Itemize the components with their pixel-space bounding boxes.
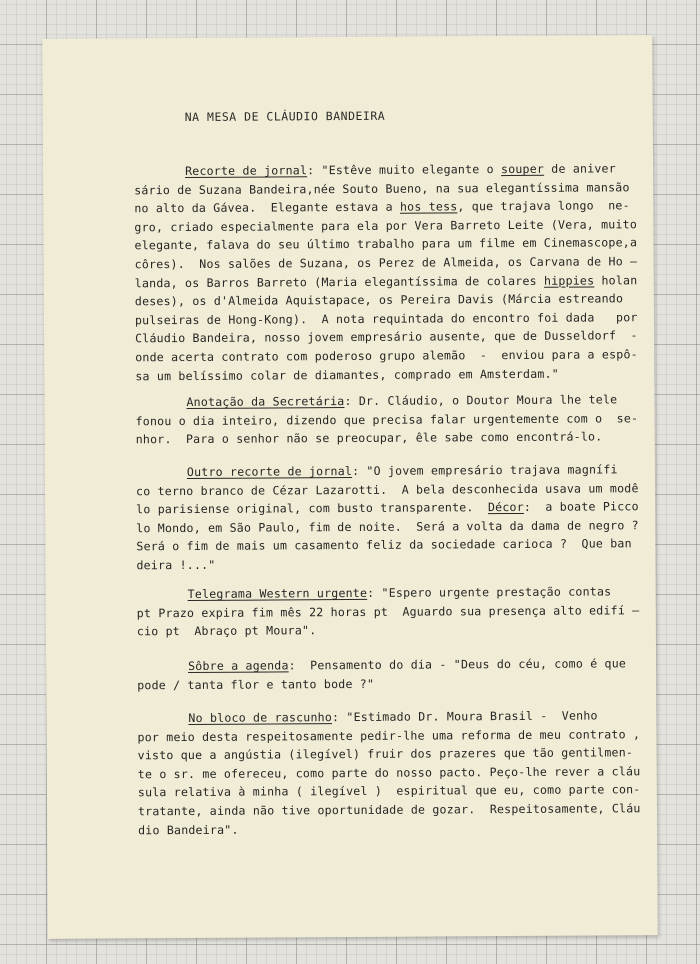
text-line [136,557,215,573]
text-line [134,235,637,254]
text-line [134,197,630,216]
text-line [138,763,641,782]
underlined-heading: souper [500,161,545,177]
text-run: no alto da Gávea. Elegante estava a [134,199,401,216]
text-run: deira !..." [136,557,216,573]
text-run: lo Mondo, em São Paulo, fim de noite. Será a volta da dama de negro ? [136,518,639,536]
text-line [135,328,638,347]
text-run: landa, os Barros Barreto (Maria elegantíssima de colares [134,273,545,290]
underlined-heading: Outro recorte de jornal [186,463,353,479]
text-run: côres). Nos salões de Suzana, os Perez de Almeida, os Carvana de Ho — [134,254,638,272]
text-line [135,346,638,365]
typed-document-sheet [42,35,657,939]
underlined-heading: Recorte de jornal [185,163,308,179]
text-line [136,410,639,429]
text-line [138,744,634,763]
text-line [136,517,639,536]
text-run: : a boate Picco [523,499,639,515]
text-run: pt Prazo expira fim mês 22 horas pt Aguardo sua presença alto edifí — [136,602,640,620]
text-line [137,622,317,639]
text-line [137,675,374,692]
text-line [187,461,618,480]
underlined-heading: hippies [543,273,595,288]
underlined-heading: hos tess [399,199,458,214]
text-run: sário de Suzana Bandeira,née Souto Bueno, na sua elegantíssima mansão [134,179,630,197]
text-line [188,655,626,674]
text-line [138,821,239,838]
text-line [186,391,617,410]
text-run: dio Bandeira". [138,822,239,837]
text-run: gro, criado especialmente para ela por Vera Barreto Leite (Vera, muito [134,217,638,235]
text-run: nhor. Para o senhor não se preocupar, êle sabe como encontrá-lo. [135,429,603,447]
text-run: : "Estêve muito elegante o [307,162,502,178]
text-line [136,429,603,448]
text-run: deses), os d'Almeida Aquistapace, os Pereira Davis (Márcia estreando [134,291,624,309]
underlined-heading: Telegrama Western urgente [187,585,368,601]
text-line [135,309,638,328]
text-run: visto que a angústia (ilegível) fruir dos prazeres que tão gentilmen- [137,745,634,763]
text-run: sula relativa à minha ( ilegível ) espiritual que eu, como parte con- [137,782,641,800]
text-run: pode / tanta flor e tanto bode ?" [137,676,375,692]
text-run: fonou o dia inteiro, dizendo que precisa falar urgentemente com o se- [135,410,639,428]
text-run: holan [594,272,638,288]
text-run: : Dr. Cláudio, o Doutor Moura lhe tele [344,392,618,409]
text-run: cio pt Abraço pt Moura". [136,623,317,639]
text-line [135,291,623,310]
text-run: : Pensamento do dia - "Deus do céu, como é que [288,656,627,673]
text-run: por meio desta respeitosamente pedir-lhe uma reforma de meu contrato , [137,726,641,744]
text-run: Cláudio Bandeira, nosso jovem empresário ausente, que de Dusseldorf - [135,328,638,346]
text-line [188,707,597,725]
text-line [134,179,630,198]
text-line [135,272,638,291]
text-run: co terno branco de Cézar Lazarotti. A bela desconhecida usava um modê [135,480,639,498]
text-line [135,365,559,384]
text-run: , que trajava longo ne- [457,198,630,214]
text-run: : "Espero urgente prestação contas [367,584,612,600]
text-line [185,160,616,179]
text-run: : "O jovem empresário trajava magnífi [352,462,618,478]
text-run: onde acerta contrato com poderoso grupo alemão - enviou para a espô- [135,347,638,365]
text-run: de aniver [544,161,616,176]
text-line [134,216,637,235]
text-run: lo parisiense original, com busto transparente. [136,500,488,517]
underlined-heading: No bloco de rascunho [188,710,333,725]
text-line [135,253,638,272]
text-line [137,726,640,745]
underlined-heading: Sôbre a agenda [188,658,289,673]
document-title: NA MESA DE CLÁUDIO BANDEIRA [184,108,386,125]
text-line [138,782,641,801]
text-line [138,800,641,819]
text-run: Será o fim de mais um casamento feliz da sociedade carioca ? Que ban [136,536,632,554]
text-run: sa um belíssimo colar de diamantes, comprado em Amsterdam." [135,366,559,383]
text-line [136,498,639,517]
text-run: tratante, ainda não tive oportunidade de gozar. Respeitosamente, Cláu [137,801,641,819]
underlined-heading: Anotação da Secretária [186,394,345,409]
text-line [136,536,632,555]
text-line [188,583,612,602]
text-run: pulseiras de Hong-Kong). A nota requintada do encontro foi dada por [134,310,638,328]
underlined-heading: Décor [487,500,524,515]
text-line [137,602,640,621]
text-line [136,480,639,499]
text-run: elegante, falava do seu último trabalho para um filme em Cinemascope,a [134,235,638,253]
text-run: : "Estimado Dr. Moura Brasil - Venho [331,708,598,725]
text-run: te o sr. me ofereceu, como parte do nosso pacto. Peço-lhe rever a cláu [137,764,641,782]
